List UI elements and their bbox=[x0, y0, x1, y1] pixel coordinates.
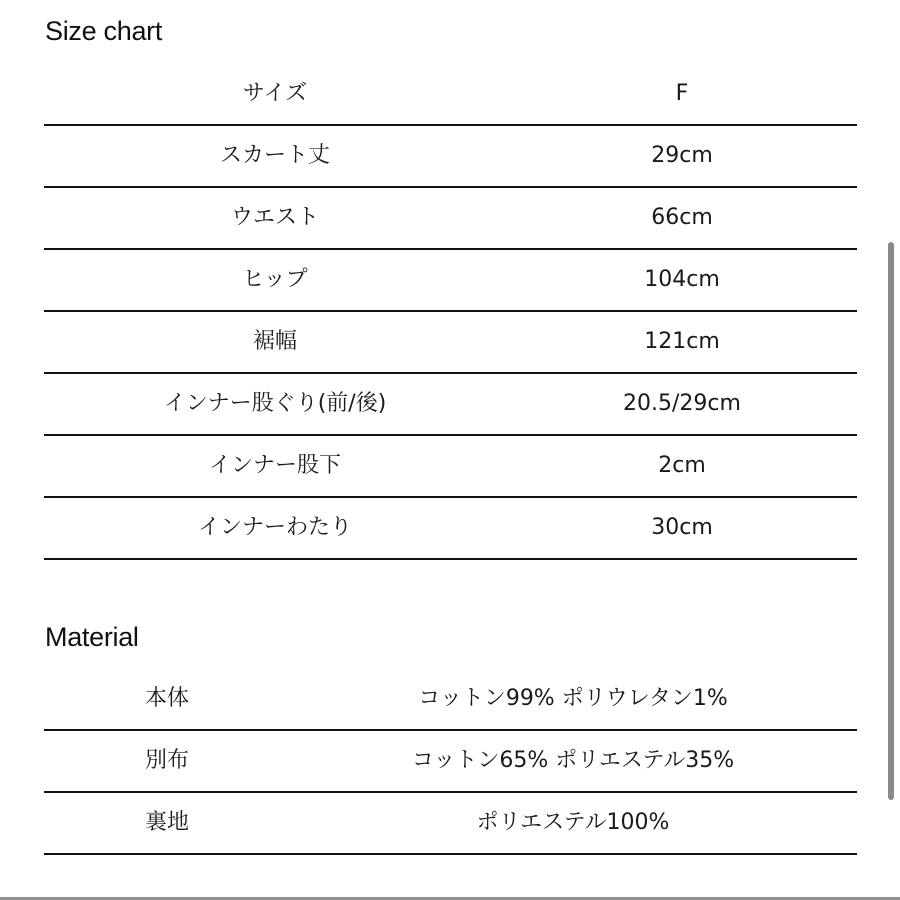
inner-inseam-label: インナー股下 bbox=[208, 453, 342, 478]
hem-width-label: 裾幅 bbox=[252, 329, 298, 354]
lining-label: 裏地 bbox=[144, 810, 190, 835]
inner-rise-value: 20.5/29cm bbox=[623, 391, 741, 416]
skirt-length-value: 29cm bbox=[651, 143, 713, 168]
size-chart-table bbox=[44, 64, 857, 560]
table-row bbox=[44, 669, 857, 731]
table-row bbox=[44, 793, 857, 855]
waist-value: 66cm bbox=[651, 205, 713, 230]
table-row bbox=[44, 436, 857, 498]
skirt-length-label: スカート丈 bbox=[219, 143, 331, 168]
contrast-fabric-value: コットン65% ポリエステル35% bbox=[411, 748, 735, 773]
table-row bbox=[44, 731, 857, 793]
table-row bbox=[44, 374, 857, 436]
inner-thigh-label: インナーわたり bbox=[197, 515, 353, 540]
lining-value: ポリエステル100% bbox=[476, 810, 670, 835]
table-row bbox=[44, 126, 857, 188]
table-row bbox=[44, 64, 857, 126]
material-heading: Material bbox=[45, 622, 139, 652]
size-label: サイズ bbox=[242, 81, 308, 106]
vertical-scrollbar[interactable] bbox=[888, 242, 894, 800]
main-body-value: コットン99% ポリウレタン1% bbox=[418, 686, 728, 711]
contrast-fabric-label: 別布 bbox=[144, 748, 190, 773]
inner-rise-label: インナー股ぐり(前/後) bbox=[163, 391, 387, 416]
hip-label: ヒップ bbox=[242, 267, 308, 292]
table-row bbox=[44, 188, 857, 250]
material-table bbox=[44, 669, 857, 855]
waist-label: ウエスト bbox=[230, 205, 320, 230]
inner-thigh-value: 30cm bbox=[651, 515, 713, 540]
hip-value: 104cm bbox=[644, 267, 720, 292]
table-row bbox=[44, 498, 857, 560]
size-chart-heading: Size chart bbox=[45, 16, 163, 46]
size-value: F bbox=[675, 81, 689, 106]
main-body-label: 本体 bbox=[144, 686, 190, 711]
table-row bbox=[44, 312, 857, 374]
table-row bbox=[44, 250, 857, 312]
hem-width-value: 121cm bbox=[644, 329, 720, 354]
inner-inseam-value: 2cm bbox=[658, 453, 706, 478]
